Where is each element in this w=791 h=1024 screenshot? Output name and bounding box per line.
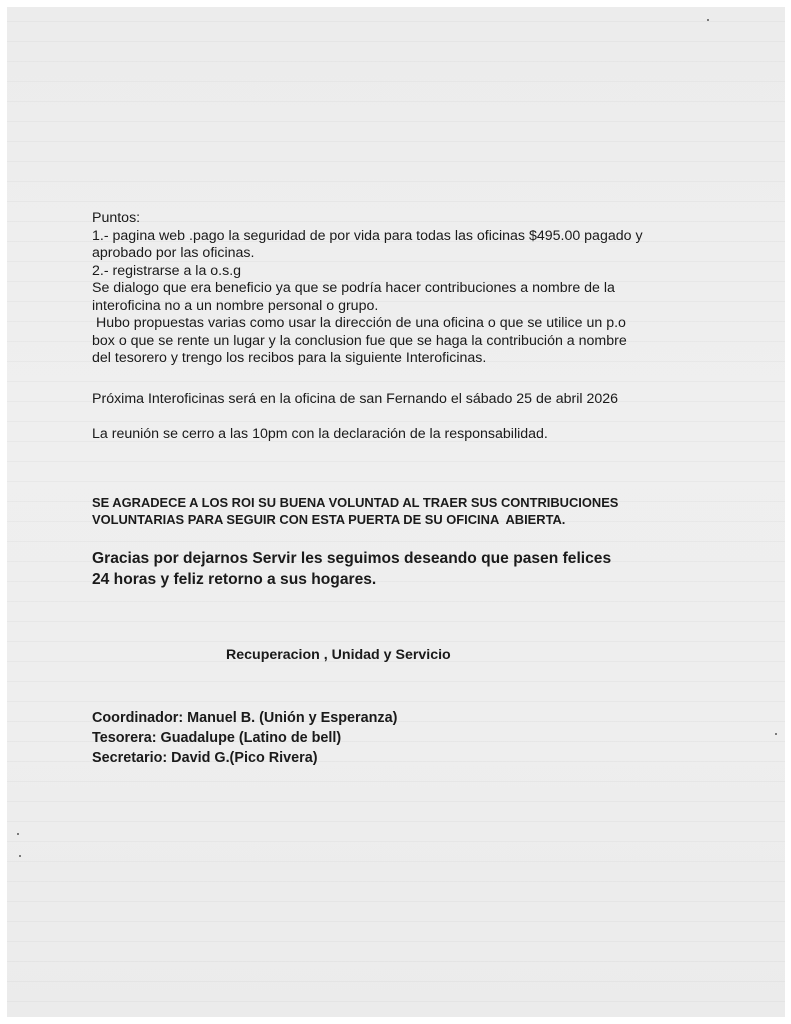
scan-speck [19,855,21,857]
puntos-line: 1.- pagina web .pago la seguridad de por vida para todas las oficinas $495.00 pagado y [92,227,643,244]
scan-speck [707,19,709,21]
notice-line: VOLUNTARIAS PARA SEGUIR CON ESTA PUERTA DE SU OFICINA ABIERTA. [92,512,566,527]
puntos-line: del tesorero y trengo los recibos para la siguiente Interoficinas. [92,350,487,366]
coordinator-line: Coordinador: Manuel B. (Unión y Esperanza) [92,710,398,726]
puntos-line: Se dialogo que era beneficio ya que se podría hacer contribuciones a nombre de la [92,280,615,296]
puntos-line: interoficina no a un nombre personal o grupo. [92,297,379,314]
gratitude-message [92,548,611,590]
treasurer-line: Tesorera: Guadalupe (Latino de bell) [92,730,342,746]
gratitude-line: Gracias por dejarnos Servir les seguimos deseando que pasen felices [92,550,612,567]
puntos-line: Hubo propuestas varias como usar la dirección de una oficina o que se utilice un p.o [92,315,626,331]
puntos-line: aprobado por las oficinas. [92,245,255,261]
puntos-line: box o que se rente un lugar y la conclusion fue que se haga la contribución a nombre [92,332,627,349]
closing-paragraph [92,426,548,444]
signatories [92,708,397,768]
scan-speck [17,833,19,835]
motto: Recuperacion , Unidad y Servicio [226,647,451,663]
puntos-section [92,210,643,368]
thanks-contributions-notice [92,494,618,528]
closing-text: La reunión se cerro a las 10pm con la declaración de la responsabilidad. [92,426,548,442]
next-meeting-text: Próxima Interoficinas será en la oficina de san Fernando el sábado 25 de abril 2026 [92,391,619,407]
notice-line: SE AGRADECE A LOS ROI SU BUENA VOLUNTAD AL TRAER SUS CONTRIBUCIONES [92,495,619,510]
puntos-line: 2.- registrarse a la o.s.g [92,262,242,279]
next-meeting-paragraph [92,391,618,409]
gratitude-line: 24 horas y feliz retorno a sus hogares. [92,571,377,588]
puntos-heading: Puntos: [92,210,141,226]
secretary-line: Secretario: David G.(Pico Rivera) [92,750,318,766]
scan-speck [775,733,777,735]
